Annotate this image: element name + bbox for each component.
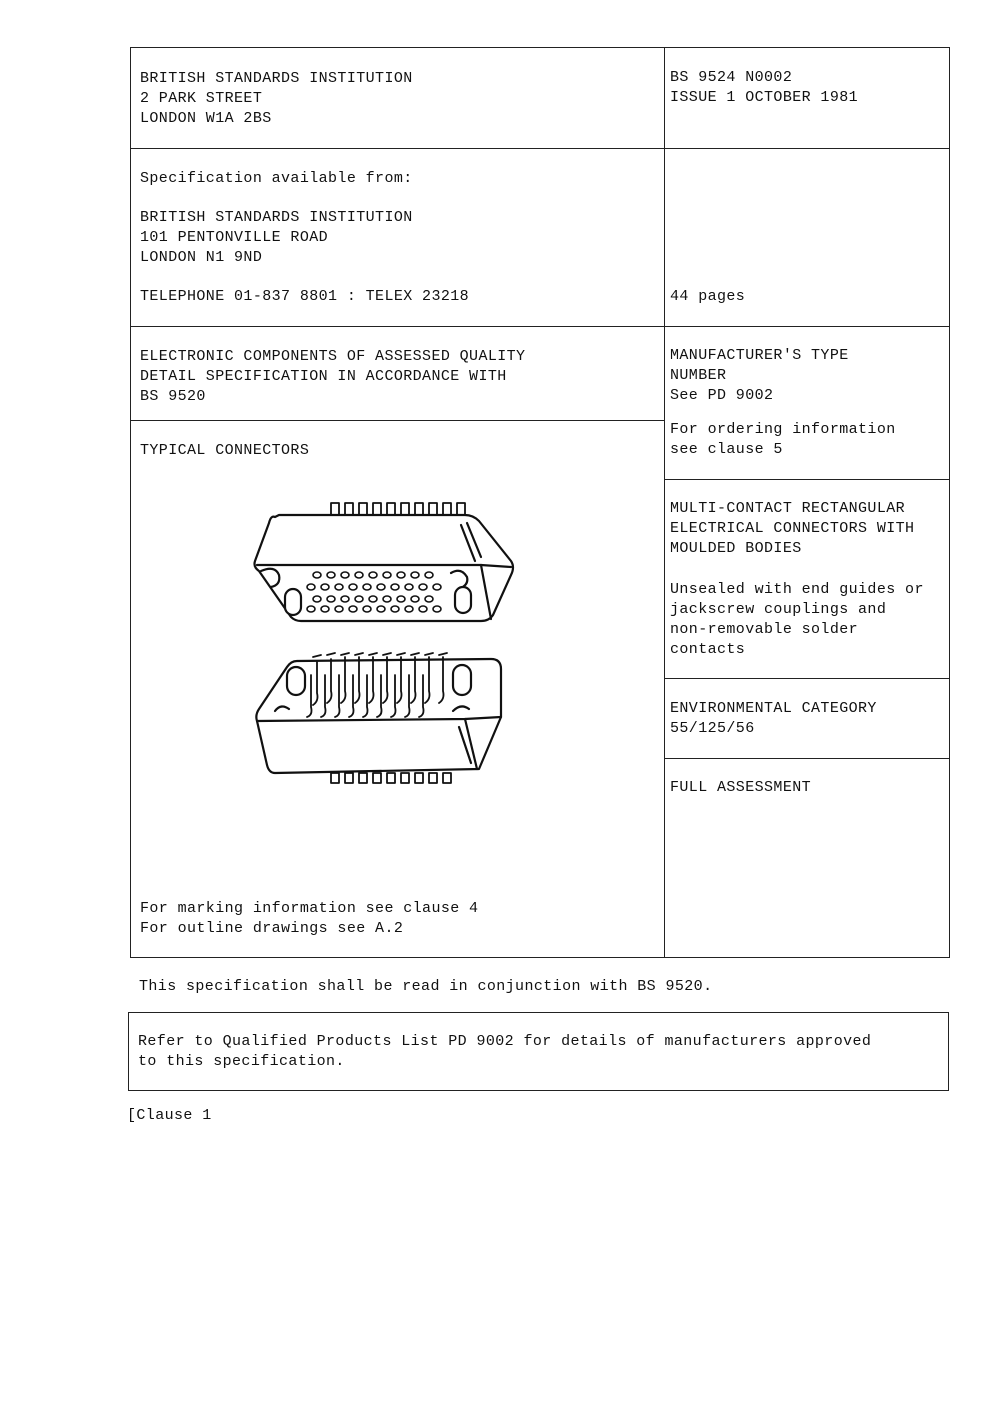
type-line: NUMBER [670,367,727,384]
figure-notes [140,899,478,939]
description-title-line: MULTI-CONTACT RECTANGULAR [670,500,906,517]
ordering-line: see clause 5 [670,441,783,458]
ordering-line: For ordering information [670,421,896,438]
publisher-line: LONDON W1A 2BS [140,110,272,127]
type-number-block [670,346,849,406]
title-line: BS 9520 [140,388,206,405]
right-divider-environment [664,758,950,759]
address-line: LONDON N1 9ND [140,249,263,266]
address-line: BRITISH STANDARDS INSTITUTION [140,209,413,226]
description-title-line: ELECTRICAL CONNECTORS WITH [670,520,915,537]
contact-line: TELEPHONE 01-837 8801 : TELEX 23218 [140,288,470,305]
title-line: ELECTRONIC COMPONENTS OF ASSESSED QUALITY [140,348,526,365]
outline-note: For outline drawings see A.2 [140,920,404,937]
upper-connector-drawing [255,503,514,621]
footer-clause: [Clause 1 [127,1107,212,1124]
spec-number: BS 9524 N0002 [670,69,793,86]
product-description-title [670,499,914,559]
qpl-line: to this specification. [138,1053,345,1070]
marking-note: For marking information see clause 4 [140,900,479,917]
lower-connector-drawing [256,653,501,783]
column-divider [664,47,665,958]
row-divider-1 [130,148,950,149]
title-line: DETAIL SPECIFICATION IN ACCORDANCE WITH [140,368,507,385]
publisher-line: BRITISH STANDARDS INSTITUTION [140,70,413,87]
description-title-line: MOULDED BODIES [670,540,802,557]
right-divider-description [664,678,950,679]
publisher-address [140,69,413,129]
description-detail-line: jackscrew couplings and [670,601,887,618]
type-line: See PD 9002 [670,387,774,404]
availability-address [140,208,413,268]
page-count: 44 pages [670,288,746,305]
figure-caption: TYPICAL CONNECTORS [140,442,310,459]
address-line: 101 PENTONVILLE ROAD [140,229,329,246]
environmental-category [670,699,877,739]
connectors-illustration [245,495,525,795]
environment-line: ENVIRONMENTAL CATEGORY [670,700,877,717]
reference-block [670,68,858,108]
publisher-line: 2 PARK STREET [140,90,263,107]
conjunction-note: This specification shall be read in conjunction with BS 9520. [139,978,713,995]
product-description-details [670,580,924,660]
assessment-level: FULL ASSESSMENT [670,779,812,796]
qpl-line: Refer to Qualified Products List PD 9002 for details of manufacturers approved [138,1033,872,1050]
description-detail-line: Unsealed with end guides or [670,581,924,598]
right-divider-type [664,479,950,480]
left-divider-title [130,420,664,421]
ordering-info [670,420,896,460]
row-divider-2 [130,326,950,327]
environment-line: 55/125/56 [670,720,755,737]
description-detail-line: contacts [670,641,746,658]
document-title [140,347,525,407]
availability-heading: Specification available from: [140,170,413,187]
qpl-note [138,1032,871,1072]
type-line: MANUFACTURER'S TYPE [670,347,849,364]
description-detail-line: non-removable solder [670,621,859,638]
issue-date: ISSUE 1 OCTOBER 1981 [670,89,859,106]
